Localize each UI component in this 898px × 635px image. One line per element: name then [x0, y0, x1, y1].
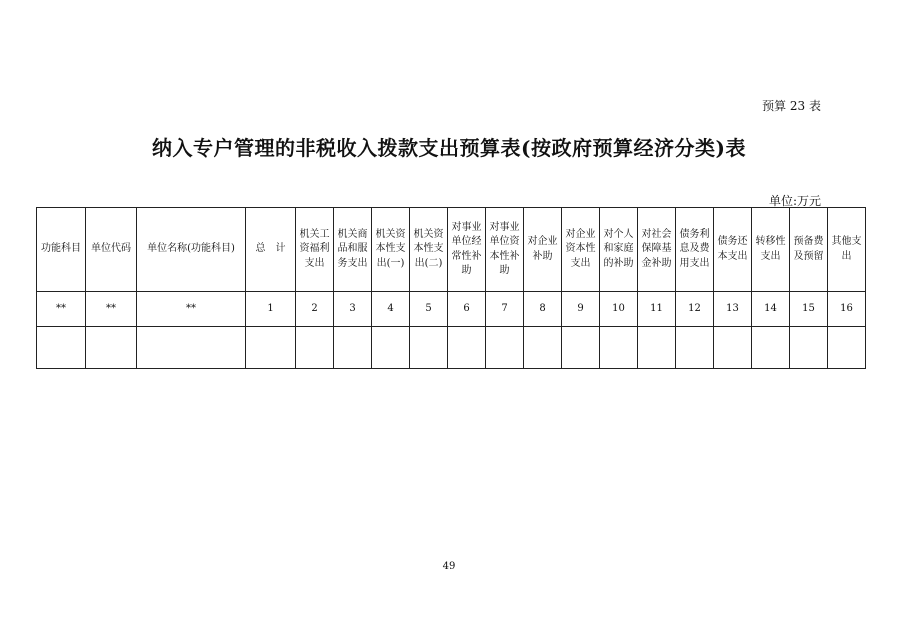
empty-cell: [372, 327, 410, 369]
empty-cell: [486, 327, 524, 369]
empty-cell: [752, 327, 790, 369]
empty-cell: [37, 327, 86, 369]
empty-cell: [448, 327, 486, 369]
code-cell: 14: [752, 292, 790, 327]
header-function-subject: 功能科目: [37, 208, 86, 292]
header-col-8: 对企业 补助: [524, 208, 562, 292]
code-cell: 3: [334, 292, 372, 327]
header-col-12: 债务利 息及费 用支出: [676, 208, 714, 292]
empty-cell: [334, 327, 372, 369]
header-col-14: 转移性 支出: [752, 208, 790, 292]
code-cell: 8: [524, 292, 562, 327]
header-col-7: 对事业 单位资 本性补 助: [486, 208, 524, 292]
header-col-6: 对事业 单位经 常性补 助: [448, 208, 486, 292]
code-cell: 10: [600, 292, 638, 327]
empty-cell: [246, 327, 296, 369]
empty-cell: [790, 327, 828, 369]
header-col-10: 对个人 和家庭 的补助: [600, 208, 638, 292]
empty-cell: [296, 327, 334, 369]
code-cell: **: [86, 292, 137, 327]
empty-cell: [86, 327, 137, 369]
code-cell: 5: [410, 292, 448, 327]
table-row-empty: [37, 327, 866, 369]
code-cell: 13: [714, 292, 752, 327]
empty-cell: [137, 327, 246, 369]
code-cell: 12: [676, 292, 714, 327]
header-col-15: 预备费 及预留: [790, 208, 828, 292]
code-cell: **: [137, 292, 246, 327]
empty-cell: [562, 327, 600, 369]
header-col-9: 对企业 资本性 支出: [562, 208, 600, 292]
code-cell: 9: [562, 292, 600, 327]
header-col-2: 机关工 资福利 支出: [296, 208, 334, 292]
code-cell: 4: [372, 292, 410, 327]
code-cell: 15: [790, 292, 828, 327]
empty-cell: [600, 327, 638, 369]
code-cell: 1: [246, 292, 296, 327]
empty-cell: [676, 327, 714, 369]
code-cell: 2: [296, 292, 334, 327]
header-col-11: 对社会 保障基 金补助: [638, 208, 676, 292]
code-cell: **: [37, 292, 86, 327]
page-title: 纳入专户管理的非税收入拨款支出预算表(按政府预算经济分类)表: [152, 136, 746, 160]
code-cell: 11: [638, 292, 676, 327]
unit-label: 单位:万元: [768, 194, 821, 208]
table-header-row: [37, 208, 866, 292]
code-cell: 7: [486, 292, 524, 327]
page-number: 49: [442, 561, 456, 572]
table-row-codes: [37, 292, 866, 327]
header-col-3: 机关商 品和服 务支出: [334, 208, 372, 292]
empty-cell: [714, 327, 752, 369]
empty-cell: [410, 327, 448, 369]
empty-cell: [828, 327, 866, 369]
empty-cell: [524, 327, 562, 369]
header-total: 总 计: [246, 208, 296, 292]
form-number: 预算 23 表: [762, 99, 821, 113]
code-cell: 6: [448, 292, 486, 327]
header-col-13: 债务还 本支出: [714, 208, 752, 292]
empty-cell: [638, 327, 676, 369]
code-cell: 16: [828, 292, 866, 327]
header-unit-code: 单位代码: [86, 208, 137, 292]
header-col-5: 机关资 本性支 出(二): [410, 208, 448, 292]
header-unit-name: 单位名称(功能科目): [137, 208, 246, 292]
budget-table: [36, 207, 866, 369]
header-col-4: 机关资 本性支 出(一): [372, 208, 410, 292]
header-col-16: 其他支 出: [828, 208, 866, 292]
